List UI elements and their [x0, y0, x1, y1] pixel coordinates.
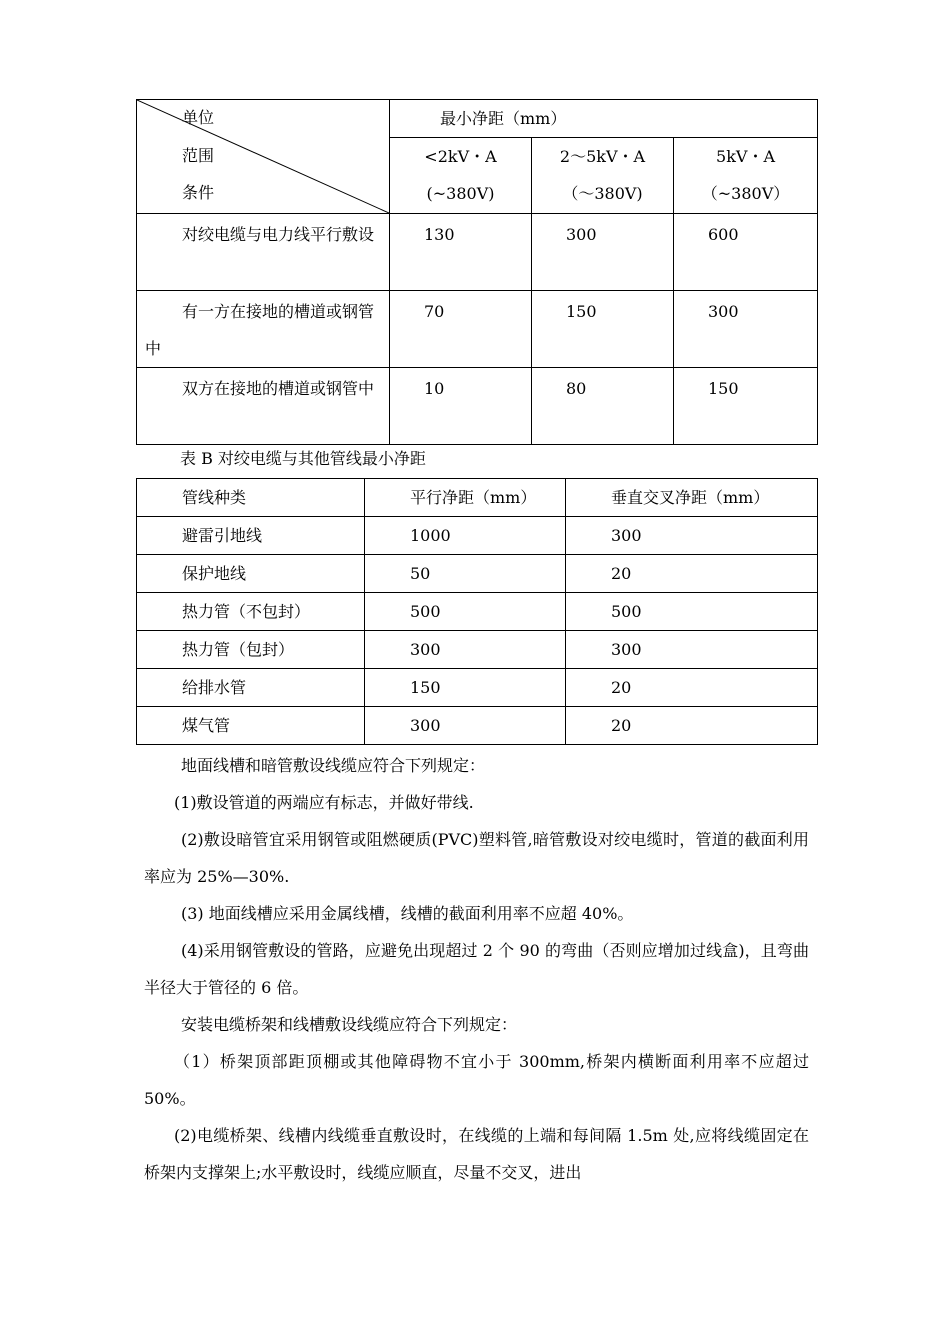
table-cell: 70: [390, 291, 532, 368]
table-cell: 20: [566, 707, 818, 745]
table-cell: 20: [566, 669, 818, 707]
table-cell: 600: [674, 214, 818, 291]
paragraph: (2)电缆桥架、线槽内线缆垂直敷设时，在线缆的上端和每间隔 1.5m 处,应将线缆固定在桥架内支撑架上;水平敷设时，线缆应顺直，尽量不交叉，进出: [144, 1126, 809, 1182]
min-clearance-table-a: [136, 99, 818, 445]
diagonal-line: [137, 100, 389, 213]
table-header-row: [137, 479, 818, 517]
table-row: [137, 291, 818, 368]
column-header-crossing: 垂直交叉净距（mm）: [566, 479, 818, 517]
table-row: [137, 555, 818, 593]
column-header-5kva: 5kV・A （~380V）: [674, 138, 818, 214]
table-cell: 给排水管: [137, 669, 365, 707]
table-cell: 500: [365, 593, 566, 631]
paragraph: (1)敷设管道的两端应有标志，并做好带线.: [174, 793, 474, 812]
column-header-lt2kva: <2kV・A (~380V): [390, 138, 532, 214]
paragraph: （1）桥架顶部距顶棚或其他障碍物不宜小于 300mm,桥架内横断面利用率不应超过 50%。: [144, 1052, 809, 1108]
table-cell: 保护地线: [137, 555, 365, 593]
table-row: [137, 707, 818, 745]
table-cell: 300: [674, 291, 818, 368]
paragraph: (4)采用钢管敷设的管路，应避免出现超过 2 个 90 的弯曲（否则应增加过线盒)，且弯曲半径大于管径的 6 倍。: [144, 941, 809, 997]
column-header-parallel: 平行净距（mm）: [365, 479, 566, 517]
table-cell: 50: [365, 555, 566, 593]
table-cell: 避雷引地线: [137, 517, 365, 555]
table-cell: 300: [365, 631, 566, 669]
table-cell: 1000: [365, 517, 566, 555]
table-cell: 10: [390, 368, 532, 445]
table-cell: 热力管（包封）: [137, 631, 365, 669]
table-cell: 300: [532, 214, 674, 291]
row-condition: 对绞电缆与电力线平行敷设: [182, 225, 375, 244]
column-header-pipe-type: 管线种类: [137, 479, 365, 517]
table-cell: 500: [566, 593, 818, 631]
table-row: [137, 593, 818, 631]
table-cell: 20: [566, 555, 818, 593]
row-condition: 有一方在接地的槽道或钢管中: [145, 302, 375, 358]
diagonal-header-cell: [137, 100, 390, 214]
table-cell: 130: [390, 214, 532, 291]
table-row: [137, 214, 818, 291]
min-clearance-table-b: [136, 478, 818, 745]
table-cell: 80: [532, 368, 674, 445]
header-condition-label: 条件: [182, 183, 215, 202]
table-cell: 300: [365, 707, 566, 745]
header-unit-label: 单位: [182, 108, 215, 127]
column-header-2to5kva: 2～5kV・A （～380V): [532, 138, 674, 214]
paragraph: (2)敷设暗管宜采用钢管或阻燃硬质(PVC)塑料管,暗管敷设对绞电缆时，管道的截面利用率应为 25%—30%.: [144, 830, 809, 886]
body-text: [144, 747, 809, 1191]
paragraph: 安装电缆桥架和线槽敷设线缆应符合下列规定：: [181, 1015, 518, 1034]
table-row: [137, 517, 818, 555]
table-row: [137, 669, 818, 707]
table-b-caption: 表 B 对绞电缆与其他管线最小净距: [180, 449, 426, 468]
table-row: [137, 631, 818, 669]
paragraph: 地面线槽和暗管敷设线缆应符合下列规定：: [181, 756, 486, 775]
table-row: [137, 368, 818, 445]
table-cell: 煤气管: [137, 707, 365, 745]
table-cell: 150: [532, 291, 674, 368]
table-cell: 300: [566, 631, 818, 669]
table-cell: 150: [674, 368, 818, 445]
header-range-label: 范围: [182, 146, 215, 165]
row-condition: 双方在接地的槽道或钢管中: [182, 379, 375, 398]
min-clearance-header: 最小净距（mm）: [390, 100, 818, 138]
table-cell: 150: [365, 669, 566, 707]
table-cell: 热力管（不包封）: [137, 593, 365, 631]
table-cell: 300: [566, 517, 818, 555]
paragraph: (3) 地面线槽应采用金属线槽，线槽的截面利用率不应超 40%。: [181, 904, 634, 923]
